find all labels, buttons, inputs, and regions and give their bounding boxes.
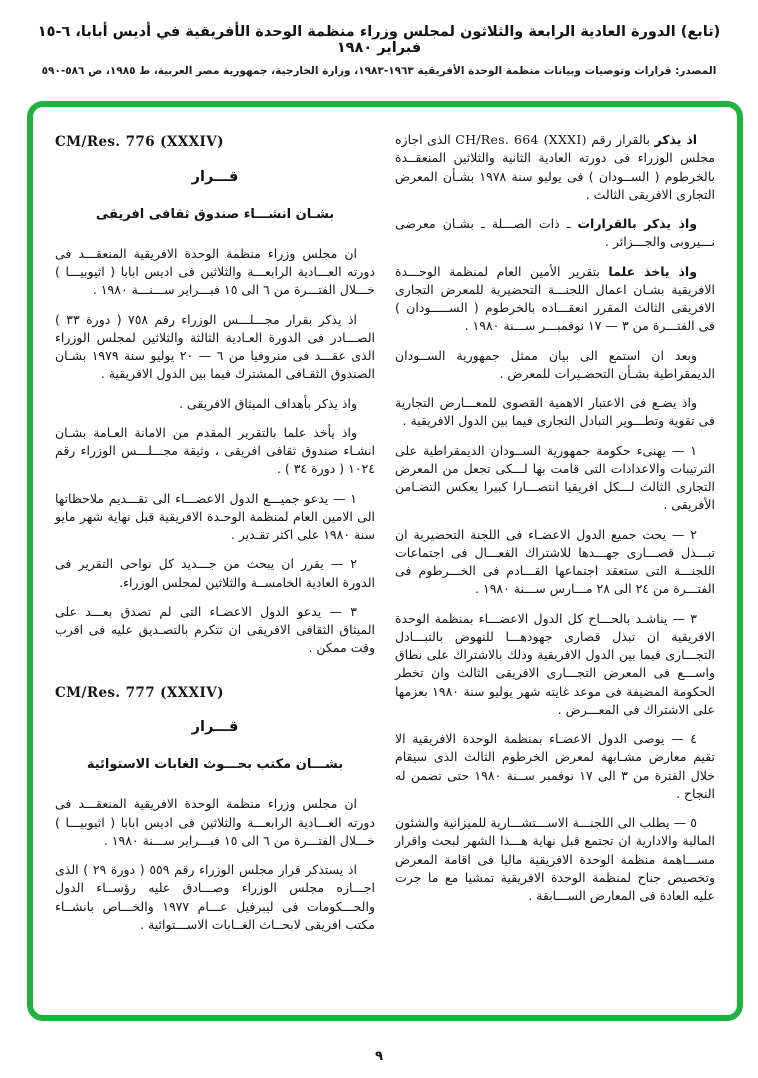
paragraph-text: الذى اجازه مجلس الوزراء فى دورته العادية الثانية والثلاثين المنعقــدة بالخرطوم ( الســودان ) فى يوليو سنة ١٩٧٨ بشـأن المعرض التجارى الافريقى الثالث .	[395, 132, 715, 202]
paragraph	[395, 215, 715, 252]
resolution-heading: قـــرار	[191, 719, 239, 736]
paragraph	[395, 347, 715, 384]
paragraph-lead: واذ يذكر بالقرارات	[577, 216, 698, 231]
paragraph: ان مجلس وزراء منظمة الوحدة الافريقية المنعقـــد فى دورته العـــادية الرابعـــة والثلاثين فى اديس ابابا ( اثيوبيـــا ) خـــلال الفتـــرة من ٦ الى ١٥ فبـــراير ســـنـــة ١٩٨٠ .	[55, 245, 375, 298]
paragraph-lead: اذ يذكر	[654, 132, 698, 147]
content-frame	[27, 101, 743, 1021]
header-title: (تابع) الدورة العادية الرابعة والثلاثون لمجلس وزراء منظمة الوحدة الأفريقية في أديس أبابا، ٦-١٥ فبراير ١٩٨٠	[37, 24, 721, 56]
column-left-resolutions-776-777	[55, 131, 375, 1005]
page-header	[0, 24, 758, 77]
paragraph: واذ يذكر بأهداف الميثاق الافريقى .	[179, 395, 357, 411]
paragraph-text: ٥ — يطلب الى اللجنـــة الاســـتشـــارية للميزانية والشئون المالية والادارية ان تجتمع قبل نهاية هـــذا الشهر لبحث واقرار مســـاهمة منظمة الوحدة الافريقية ماليا فى اقامة المعرض وتخصيص جناح لمنظمة الوحدة الافريقية تمشيا مع ما جرت عليه العادة فى المعارض الســـابقة .	[395, 815, 715, 903]
column-right-resolution-664	[395, 131, 715, 1005]
paragraph-lead: واذ ياخذ علما	[608, 263, 697, 279]
paragraph	[395, 442, 715, 515]
resolution-subject: بشـــان مكتب بحـــوث الغابات الاستوائية	[86, 757, 344, 773]
paragraph: ١ — يدعو جميـــع الدول الاعضـــاء الى تقـــديم ملاحظاتها الى الامين العام لمنظمة الوحـدة الافريقية قبل نهاية شهر مايو سنة ١٩٨٠ على اكثر تقـدير .	[55, 490, 375, 543]
paragraph: اذ يستذكر قرار مجلس الوزراء رقم ٥٥٩ ( دورة ٢٩ ) الذى اجـــازه مجلس الوزراء وصـــادق عليه رؤســاء الدول والحـــكومات فى ليبرفيل عـــام ١٩٧٧ والخـــاص بانشــاء مكتب افريقى لابحــاث الغــابات الاســـتوائية .	[55, 862, 376, 932]
paragraph	[395, 263, 715, 336]
paragraph-text: بتقرير الأمين العام لمنظمة الوحـــدة الافريقية بشـان اعمال اللجنـــة التحضيرية للمعرض التجارى الافريقى الثالث المقرر انعقـــاده بالخرطوم ( الســـــودان ) فى الفتـــرة من ٣ — ١٧ نوفمبـــر ســـنة ١٩٨٠ .	[395, 263, 715, 334]
paragraph	[395, 131, 715, 204]
paragraph-text: واذ يضـع فى الاعتبار الاهمية القصوى للمعـــارض التجارية فى تقوية وتطـــوير التبادل التجارى فيما بين الدول الافريقية .	[395, 395, 715, 429]
resolution-ref-inline: CH/Res. 664 (XXXI)	[455, 132, 587, 147]
paragraph	[395, 394, 715, 431]
paragraph: ٢ — يقرر ان يبحث من جـــديد كل نواحى التقرير فى الدورة العادية الخامســة والثلاثين لمجلس الوزراء.	[55, 556, 375, 590]
resolution-subject: بشـان انشـــاء صندوق ثقافى افريقى	[95, 206, 335, 222]
paragraph: اذ يذكر بقرار مجـــلـــس الوزراء رقم ٧٥٨ ( دورة ٣٣ ) الصـــادر فى الدورة العـادية الثالثة والثلاثين لمجلس الوزراء الذى عقـــد فى منروفيا من ٦ — ٢٠ يوليو سنة ١٩٧٩ بشـان الصندوق الثقـافى المشترك فيما بين الدول الافريقية .	[55, 311, 375, 382]
resolution-ref-776: CM/Res. 776 (XXXIV)	[55, 134, 224, 150]
paragraph-text: ٢ — يحث جميع الدول الاعضـاء فى اللجنة التحضيرية ان تبـــذل قصـــارى جهـــدها للاشتراك الفعـــال فى اجتماعات اللجنـــة التى ستعقد اجتماعها القـــادم فى الخـــرطوم فى الفتـــرة من ٢٤ الى ٢٨ مـــارس ســـنة ١٩٨٠ .	[395, 526, 715, 597]
resolution-ref-777: CM/Res. 777 (XXXIV)	[55, 684, 224, 701]
paragraph-text: ٣ — يناشـد بالحـــاح كل الدول الاعضـــاء بمنظمة الوحدة الافريقية ان تبذل قصارى جهودهـــا للنهوض بالتبـــادل التجـــارى فيما بين الدول الافريقية وذلك بالاشتراك على نطاق واســـع فى المعرض التجـــارى الافريقى الثالث وان تخطر الحكومة المضيفة فى موعد غايته شهر يوليو سنة ١٩٨٠ بعزمها على الاشتراك فى المعـــرض .	[395, 610, 715, 717]
paragraph: ان مجلس وزراء منظمة الوحدة الافريقية المنعقـــد فى دورته العـــادية الرابعـــة والثلاثين فى اديس ابابا ( اثيوبيـــا ) خـــلال الفتـــرة من ٦ الى ١٥ فبـــراير ســـنة ١٩٨٠ .	[55, 796, 375, 848]
paragraph: ٣ — يدعو الدول الاعضـاء التى لم تصدق بعـــد على الميثاق الثقافى الافريقى ان تتكرم بالتصـديق عليه فى اقرب وقت ممكن .	[55, 603, 375, 656]
paragraph-text: ـ ذات الصـــلة ـ بشـان معرضى نـــيروبى والجـــزائر .	[395, 216, 715, 250]
paragraph	[395, 814, 715, 905]
paragraph-text: ٤ — يوصى الدول الاعضـاء بمنظمة الوحدة الافريقية الا تقيم معارض مشـابهة لمعرض الخرطوم الثالث الذى سيقام خلال الفترة من ٣ الى ١٧ نوفمبر ســنة ١٩٨٠ حتى تضمن له النجاح .	[395, 731, 716, 801]
paragraph	[395, 730, 715, 803]
paragraph	[395, 610, 715, 720]
resolution-heading: قـــرار	[191, 168, 239, 185]
paragraph: واذ يأخذ علما بالتقرير المقدم من الامانة العـامة بشـان انشـاء صندوق ثقافى افريقى ، وثيقة مجـــلـــس الوزراء رقم ١٠٢٤ ( دورة ٣٤ ) .	[55, 424, 375, 477]
page-number: ٩	[375, 1049, 383, 1064]
paragraph-text: ١ — يهنىء حكومة جمهورية الســودان الديمقراطية على الترتيبات والاعدادات التى قامت بها لـــكى تجعل من المعرض التجارى الثالث لـــكل افريقيا انتصـــارا كبيرا يعكس التضـامن الأفريقى .	[395, 442, 715, 513]
paragraph-text: بالقرار رقم	[586, 132, 655, 147]
header-source: المصدر: قرارات وتوصيات وبيانات منظمة الوحدة الأفريقية ١٩٦٣-١٩٨٣، وزارة الخارجية، جمهورية مصر العربية، ط ١٩٨٥، ص ٥٨٦-٥٩٠	[41, 65, 717, 77]
two-column-layout	[33, 107, 737, 1015]
paragraph	[395, 526, 715, 599]
paragraph-text: وبعد ان استمع الى بيان ممثل جمهورية الســودان الديمقراطية بشـأن التحضـيرات للمعرض .	[395, 347, 715, 381]
